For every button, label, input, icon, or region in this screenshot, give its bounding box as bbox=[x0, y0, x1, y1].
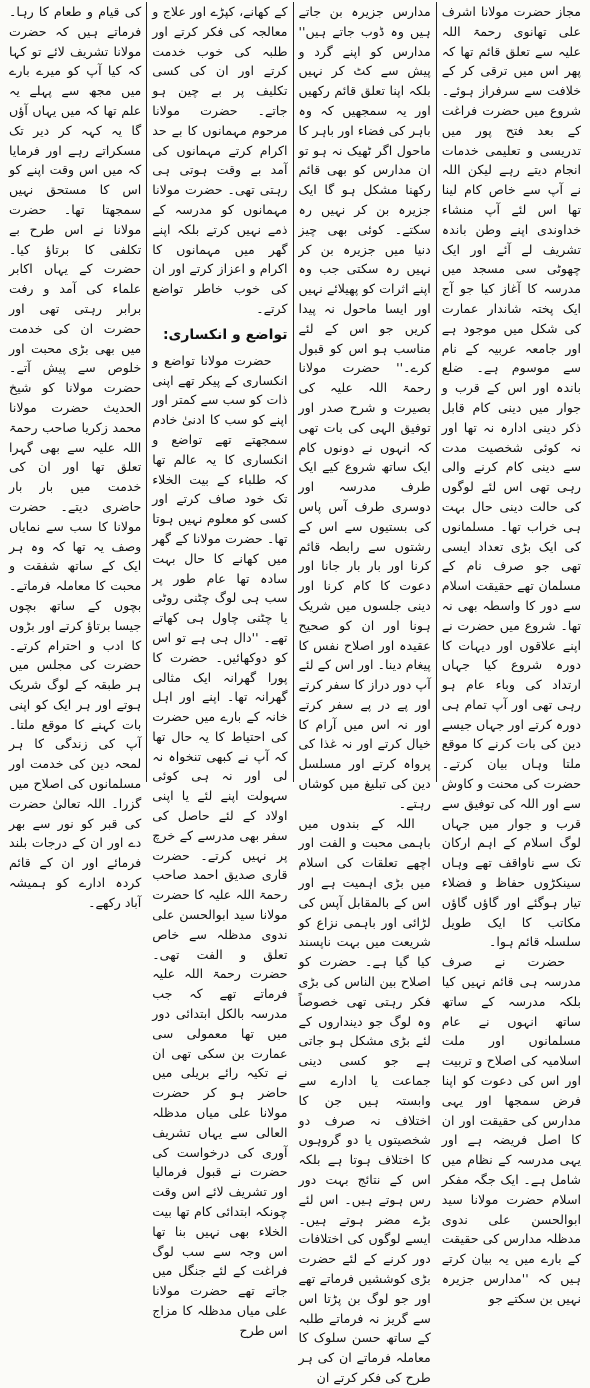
paragraph: حضرت نے صرف مدرسہ ہی قائم نہیں کیا بلکہ مدرسہ کے ساتھ ساتھ انہوں نے عام مسلمانوں اور ملت اسلامیہ کی اصلاح و تربیت اور اس کی دعوت کو اپنا فرض سمجھا اور یہی مدارس کی حقیقت اور ان کا اصل فریضہ ہے اور یہی مدرسہ کے نظام میں شامل ہے۔ ایک جگہ مفکر اسلام حضرت مولانا سید ابوالحسن علی ندوی مدظلہ مدارس کی حقیقت کے بارے میں یہ بیان کرتے ہیں کہ ''مدارس جزیرہ نہیں بن سکتے جو bbox=[441, 954, 581, 1306]
paragraph: کی قیام و طعام کا رہا۔ فرماتے ہیں کہ حضرت مولانا تشریف لائے تو کہا کہ کیا آپ کو میرے بارے میں مجھ سے پہلے یہ علم تھا کہ میں یہاں آؤں گا یہ کہہ کر دیر تک مسکراتے رہے اور فرمایا کہ میں اس وقت اپنے کو اس کا مستحق نہیں سمجھتا تھا۔ حضرت مولانا نے اس طرح بے تکلفی کا برتاؤ کیا۔ حضرت کے یہاں اکابر علماء کی آمد و رفت برابر رہتی تھی اور حضرت ان کی خدمت میں بھی بڑی محبت اور خلوص سے پیش آتے۔ حضرت مولانا کو شیخ الحدیث حضرت مولانا محمد زکریا صاحب رحمۃ اللہ علیہ سے بھی گہرا تعلق تھا اور ان کی خدمت میں بار بار حاضری دیتے۔ حضرت مولانا کا سب سے نمایاں وصف یہ تھا کہ وہ ہر ایک کے ساتھ شفقت و محبت کا معاملہ فرماتے۔ بچوں کے ساتھ بچوں جیسا برتاؤ کرتے اور بڑوں کا ادب و احترام کرتے۔ حضرت کی مجلس میں ہر طبقہ کے لوگ شریک ہوتے اور ہر ایک کو اپنی بات کہنے کا موقع ملتا۔ آپ کی زندگی کا ہر لمحہ دین کی خدمت اور مسلمانوں کی اصلاح میں گزرا۔ اللہ تعالیٰ حضرت کی قبر کو نور سے بھر دے اور ان کے درجات بلند فرمائے اور ان کے قائم کردہ ادارے کو ہمیشہ آباد رکھے۔ bbox=[9, 4, 142, 910]
text-column-4 bbox=[4, 2, 146, 910]
paragraph: اللہ کے بندوں میں باہمی محبت و الفت اور اچھے تعلقات کی اسلام میں بڑی اہمیت ہے اور اس کے بالمقابل آپس کی لڑائی اور باہمی نزاع کو شریعت میں بہت ناپسند کیا گیا ہے۔ حضرت کو اصلاح بین الناس کی بڑی فکر رہتی تھی خصوصاً وہ لوگ جو دینداروں کے لئے بڑی مشکل ہو جاتی ہے جو کسی دینی جماعت یا ادارے سے وابستہ ہیں جن کا اختلاف نہ صرف دو شخصیتوں یا دو گروہوں کا اختلاف ہوتا ہے بلکہ اس کے نتائج بہت دور رس ہوتے ہیں۔ اس لئے بڑے مضر ہوتے ہیں۔ ایسے لوگوں کی اختلافات دور کرنے کے لئے حضرت بڑی کوششیں فرماتے تھے اور جو لوگ بن پڑتا اس سے گریز نہ فرماتے طلبہ کے ساتھ حسن سلوک کا معاملہ فرماتے ان کی ہر طرح کی فکر کرتے ان bbox=[298, 815, 431, 1385]
text-column-2 bbox=[294, 2, 436, 1385]
paragraph: مجاز حضرت مولانا اشرف علی تھانوی رحمۃ اللہ علیہ سے تعلق قائم تھا کہ پھر اس میں ترقی کر کے خلافت سے سرفراز ہوئے۔ شروع میں حضرت فراغت کے بعد فتح پور میں تدریسی و تعلیمی خدمات انجام دیتے رہے لیکن اللہ نے آپ سے خاص کام لینا تھا اس لئے آپ منشاء خداوندی اپنے وطن باندہ تشریف لے آئے اور ایک چھوٹی سی مسجد میں مدرسہ کا آغاز کیا جو آج ایک پختہ شاندار عمارت کی شکل میں موجود ہے اور جامعہ عربیہ کے نام سے موسوم ہے۔ ضلع باندہ اور اس کے قرب و جوار میں دینی کام قابل ذکر دینی ادارہ نہ تھا اور نہ کوئی شخصیت مدت سے دینی کام کرنے والی رہی تھی اس لئے لوگوں کی حالت دینی حال بہت ہی خراب تھا۔ مسلمانوں کی ایک بڑی تعداد ایسی تھی جو صرف نام کے مسلمان تھے حقیقت اسلام سے دور کا واسطہ بھی نہ تھا۔ شروع میں حضرت نے اپنے علاقوں اور دیہات کا دورہ شروع کیا جہاں ارتداد کی وباء عام ہو رہی تھی اور آپ تمام ہی دورہ کرتے اور جہاں جیسے دین کی بات کرنے کا موقع ملتا وہاں بیان کرتے۔ حضرت کی محنت و کاوش سے اور اللہ کی توفیق سے قرب و جوار میں جہاں لوگ اسلام کے اہم ارکان تک سے ناواقف تھے وہاں سینکڑوں حفاظ و فضلاء تیار ہوگئے اور گاؤں گاؤں مکاتب کا ایک طویل سلسلہ قائم ہوا۔ bbox=[441, 4, 581, 950]
text-column-1 bbox=[437, 2, 586, 1306]
paragraph: کے کھانے، کپڑے اور علاج و معالجہ کی فکر کرتے اور طلبہ کی خوب خدمت کرتے اور ان کی کسی تکلیف پر بے چین ہو جاتے۔ حضرت مولانا مرحوم مہمانوں کا بے حد اکرام کرتے مہمانوں کی آمد بے وقت ہوتی ہی رہتی تھی۔ حضرت مولانا مہمانوں کو مدرسہ کے ذمے نہیں کرتے بلکہ اپنے گھر میں مہمانوں کا اکرام و اعزاز کرتے اور ان کی خوب خاطر تواضع کرتے۔ bbox=[152, 4, 288, 316]
paragraph: مدارس جزیرہ بن جاتے ہیں وہ ڈوب جاتے ہیں'' مدارس کو اپنے گرد و پیش سے کٹ کر نہیں بلکہ اپنا تعلق قائم رکھیں اور یہ سمجھیں کہ وہ باہر کی فضاء اور باہر کا ماحول اگر ٹھیک نہ ہو تو ان مدارس کو بھی قائم رکھنا مشکل ہو گا ایک جزیرہ بن کر نہیں رہ سکتے۔ کوئی بھی چیز دنیا میں جزیرہ بن کر نہیں رہ سکتی جب وہ اپنے اثرات کو پھیلائے نہیں اور ایسا ماحول نہ پیدا کریں جو اس کے لئے مناسب ہو اس کو قبول کرے۔'' حضرت مولانا رحمۃ اللہ علیہ کی بصیرت و شرح صدر اور توفیق الہی کی بات تھی کہ انہوں نے دونوں کام ایک ساتھ شروع کیے ایک طرف مدرسہ اور دوسری طرف آس پاس کی بستیوں سے اس کے رشتوں سے رابطہ قائم کرنا اور بار بار جانا اور دعوت کا کام کرنا اور دینی جلسوں میں شریک ہونا اور ان کو صحیح عقیدہ اور اصلاح نفس کا پیغام دینا۔ اور اس کے لئے آپ دور دراز کا سفر کرتے اور پے در پے سفر کرتے اور نہ اس میں آرام کا خیال کرتے اور نہ غذا کی پرواہ کرتے اور مسلسل دین کی تبلیغ میں کوشاں رہتے۔ bbox=[298, 4, 431, 811]
paragraph: حضرت مولانا تواضع و انکساری کے پیکر تھے اپنی ذات کو سب سے کمتر اور اپنے کو سب کا ادنیٰ خادم سمجھتے تھے تواضع و انکساری کا یہ عالم تھا کہ طلباء کے بیت الخلاء تک خود صاف کرتے اور کسی کو معلوم نہیں ہوتا تھا۔ حضرت مولانا کے گھر میں کھانے کا حال بہت سادہ تھا عام طور پر سب ہی لوگ چٹنی روٹی یا چٹنی چاول ہی کھاتے تھے۔ ''دال ہی ہے تو اس کو دوکھائیں۔ حضرت کا پورا گھرانہ ایک مثالی گھرانہ تھا۔ اپنے اور اہل خانہ کے بارے میں حضرت کی احتیاط کا یہ حال تھا کہ آپ نے کبھی تنخواہ نہ لی اور نہ ہی کوئی سہولت اپنے لئے یا اپنی اولاد کے لئے حاصل کی سفر بھی مدرسے کے خرچ پر نہیں کرتے۔ حضرت قاری صدیق احمد صاحب رحمۃ اللہ علیہ کا حضرت مولانا سید ابوالحسن علی ندوی مدظلہ سے خاص تعلق و الفت تھی۔ حضرت رحمۃ اللہ علیہ فرماتے تھے کہ جب مدرسہ بالکل ابتدائی دور میں تھا معمولی سی عمارت بن سکی تھی ان نے تکیہ رائے بریلی میں حاضر ہو کر حضرت مولانا علی میاں مدظلہ العالی سے یہاں تشریف آوری کی درخواست کی حضرت نے قبول فرمالیا اور تشریف لائے اس وقت چونکہ ابتدائی کام تھا بیت الخلاء بھی نہیں بنا تھا اس وجہ سے سب لوگ فراغت کے لئے جنگل میں جاتے تھے حضرت مولانا علی میاں مدظلہ کا مزاج اس طرح bbox=[152, 352, 288, 1338]
text-column-3 bbox=[147, 2, 292, 1338]
section-heading: تواضع و انکساری: bbox=[162, 326, 288, 343]
